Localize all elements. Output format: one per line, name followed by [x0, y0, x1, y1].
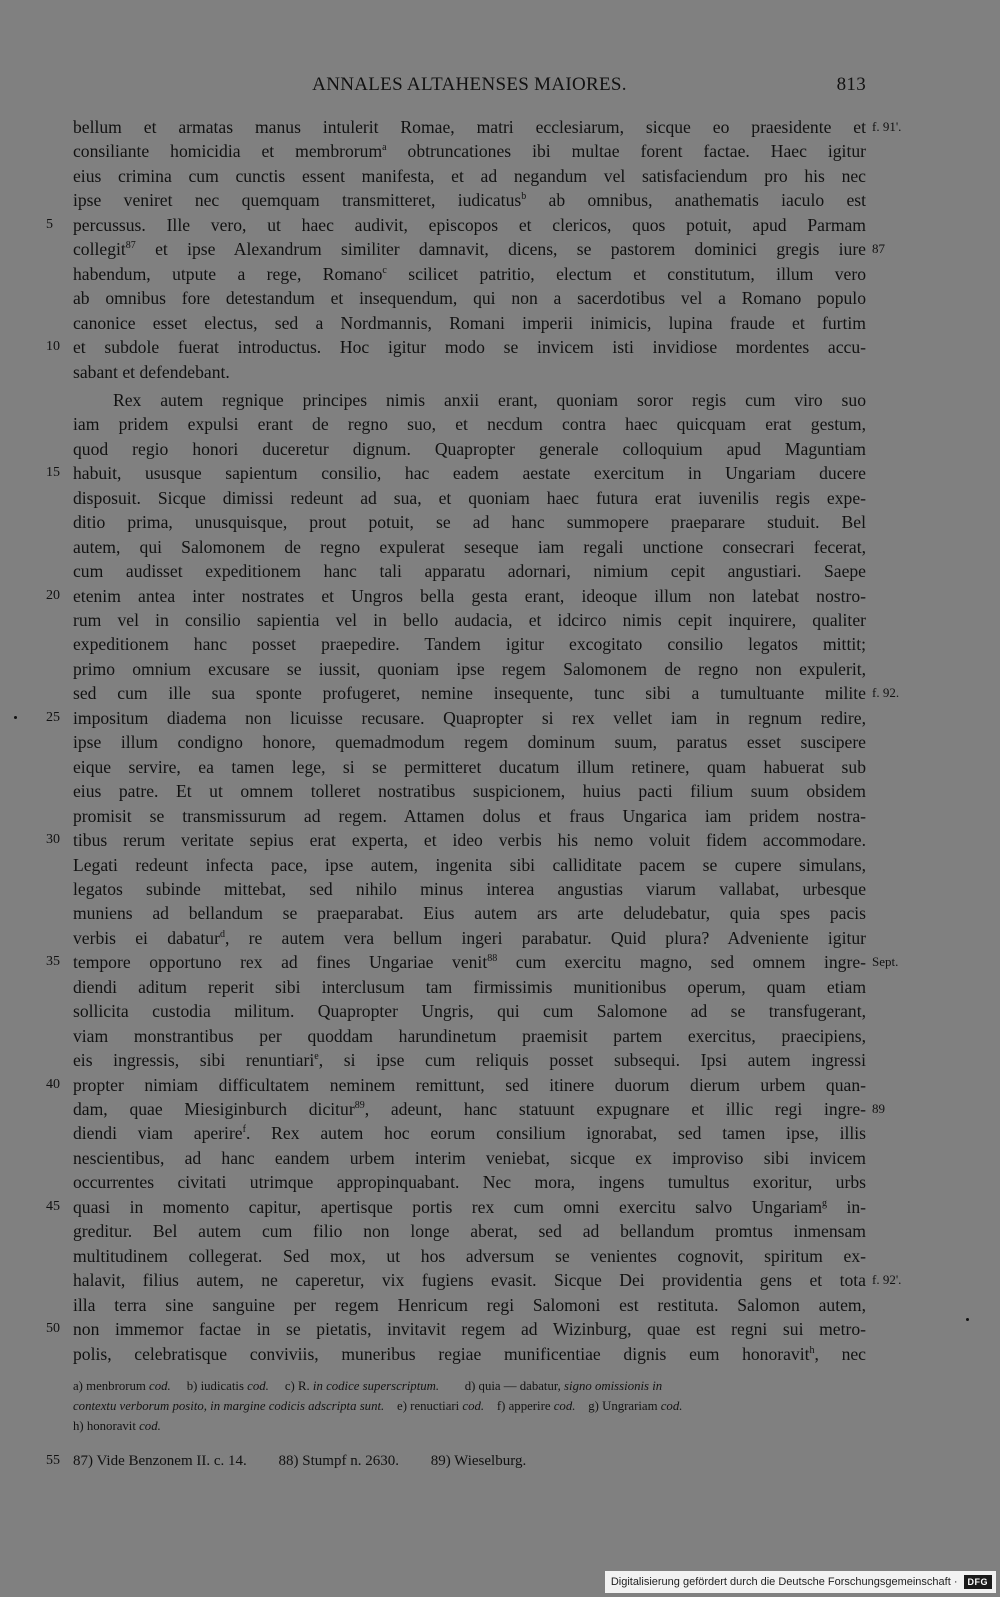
endnote: 88) Stumpf n. 2630. [278, 1453, 399, 1469]
text-line: disposuit. Sicque dimissi redeunt ad sua, et quoniam haec futura erat iuvenilis regis expe- [73, 487, 866, 508]
line-number: 25 [46, 709, 60, 725]
margin-note: f. 92. [872, 685, 900, 701]
text-line: consiliante homicidia et membrorum$^a$ obtruncationes ibi multae forent factae. Haec igitur [73, 141, 866, 162]
text-line: promisit se transmissurum ad regem. Attamen dolus et fraus Ungarica iam pridem nostra- [73, 805, 866, 826]
text-line: collegit$^{87}$ et ipse Alexandrum similiter damnavit, dicens, se pastorem dominici gregis iure [73, 239, 866, 260]
line-number: 45 [46, 1198, 60, 1214]
text-line: sed cum ille sua sponte profugeret, nemine insequente, tunc sibi a tumultuante milite [73, 683, 866, 704]
text-line: habuit, ususque sapientum consilio, hac eadem aestate exercitum in Ungariam ducere [73, 463, 866, 484]
endnotes [73, 1450, 866, 1472]
running-header [73, 74, 866, 102]
text-line: diendi aditum reperit sibi interclusum tam firmissimis munitionibus operum, quam etiam [73, 976, 866, 997]
text-line: tempore opportuno rex ad fines Ungariae venit$^{88}$ cum exercitu magno, sed omnem ingre- [73, 952, 866, 973]
text-line: Rex autem regnique principes nimis anxii erant, quoniam soror regis cum viro suo [113, 389, 866, 410]
text-line: expeditionem hanc posset praepedire. Tandem igitur excogitato consilio legatos mittit; [73, 634, 866, 655]
text-line: bellum et armatas manus intulerit Romae, matri ecclesiarum, sicque eo praesidente et [73, 117, 866, 137]
page-number: 813 [836, 74, 866, 95]
text-line: legatos subinde mittebat, sed nihilo minus interea angustias viarum vallabat, urbesque [73, 878, 866, 899]
footnote-line: h) honoravit cod. [73, 1419, 161, 1433]
text-line: canonice esset electus, sed a Nordmannis, Romani imperii inimicis, lupina fraude et furtim [73, 312, 866, 333]
digitization-credit [605, 1571, 996, 1593]
text-line: non immemor factae in se pietatis, invitavit regem ad Wizinburg, quae est regni sui metro- [73, 1319, 866, 1340]
margin-note: Sept. [872, 954, 899, 970]
text-line: viam monstrantibus per quoddam harundinetum praemisit partem exercitus, praecipiens, [73, 1025, 866, 1046]
line-number: 50 [46, 1321, 60, 1337]
line-number: 5 [46, 216, 53, 232]
endnote: 87) Vide Benzonem II. c. 14. [73, 1453, 247, 1469]
text-line: muniens ad bellandum se praeparabat. Eius autem ars arte deludebatur, quia spes pacis [73, 903, 866, 924]
text-line: ipse veniret nec quemquam transmitteret, iudicatus$^b$ ab omnibus, anathematis iaculo est [73, 190, 866, 211]
text-line: nescientibus, ad hanc eandem urbem interim veniebat, sicque ex improviso sibi invicem [73, 1147, 866, 1168]
line-number: 35 [46, 954, 60, 970]
credit-text: Digitalisierung gefördert durch die Deutsche Forschungsgemeinschaft · [610, 1576, 958, 1588]
text-line: eius crimina cum cunctis essent manifesta, et ad negandum vel satisfaciendum pro his nec [73, 165, 866, 186]
margin-note: f. 91'. [872, 119, 902, 134]
text-line: rum vel in consilio sapientia vel in bello audacia, et idcirco nimis cepit inquirere, qualiter [73, 610, 866, 630]
text-line: sollicita custodia militum. Quapropter Ungris, qui cum Salomone ad se transfugerant, [73, 1001, 866, 1022]
text-line: propter nimiam difficultatem neminem remittunt, sed itinere duorum dierum urbem quan- [73, 1074, 866, 1095]
footnote-line: contextu verborum posito, in margine codicis adscripta sunt. e) renuctiari cod. f) apperire cod. g) Ungrariam cod. [73, 1399, 683, 1413]
text-line: verbis ei dabatur$^d$, re autem vera bellum ingeri parabatur. Quid plura? Adveniente igitur [73, 927, 867, 948]
text-line: quasi in momento capitur, apertisque portis rex cum omni exercitu salvo Ungariam$^g$ in- [73, 1196, 866, 1217]
text-line: ab omnibus fore detestandum et insequendum, qui non a sacerdotibus vel a Romano populo [73, 288, 866, 309]
text-line: polis, celebratisque conviviis, muneribus regiae munificentiae dignis eum honoravit$^h$, nec [73, 1343, 866, 1364]
text-line: occurrentes civitati utrimque appropinquabant. Nec mora, ingens tumultus exoritur, urbs [73, 1172, 866, 1193]
text-line: ipse illum condigno honore, quemadmodum regem dominum suum, paratus esset suscipere [73, 732, 866, 753]
text-line: ditio prima, unusquisque, prout potuit, se ad hanc summopere praeparare studuit. Bel [73, 512, 866, 533]
line-number: 15 [46, 465, 60, 481]
text-line: autem, qui Salomonem de regno expulerat seseque iam regali unctione consecrari fecerat, [73, 536, 866, 557]
text-line: diendi viam aperire$^f$. Rex autem hoc eorum consilium ignorabat, sed tamen ipse, illis [73, 1123, 867, 1144]
text-line: multitudinem collegerat. Sed mox, ut hos adversum se venientes cognovit, spiritum ex- [73, 1245, 866, 1266]
text-line: dam, quae Miesiginburch dicitur$^{89}$, adeunt, hanc statuunt expugnare et illic regi ingre- [73, 1099, 867, 1119]
margin-note: 87 [872, 241, 885, 257]
margin-note: f. 92'. [872, 1272, 902, 1288]
endnote: 89) Wieselburg. [430, 1453, 527, 1469]
line-number: 30 [46, 832, 60, 848]
margin-note: 89 [872, 1101, 885, 1116]
text-line: eique servire, ea tamen lege, si se permitteret ducatum illum retinere, quam habuerat sub [73, 756, 866, 777]
text-line: illa terra sine sanguine per regem Henricum regi Salomoni est restituta. Salomon autem, [73, 1294, 866, 1315]
text-line: quod regio honori duceretur dignum. Quapropter generale colloquium apud Maguntiam [73, 438, 866, 459]
text-line: eis ingressis, sibi renuntiari$^e$, si ipse cum reliquis posset subsequi. Ipsi autem ingressi [73, 1050, 866, 1071]
text-line: cum audisset expeditionem hanc tali apparatu adornari, nimium cepit angustiari. Saepe [73, 561, 866, 582]
text-line: eius patre. Et ut omnem tolleret nostratibus suspicionem, huius pacti filium suum obsidem [73, 781, 866, 802]
text-line: percussus. Ille vero, ut haec audivit, episcopos et clericos, quos potuit, apud Parmam [73, 214, 866, 235]
text-line: sabant et defendebant. [73, 361, 230, 382]
text-line: tibus rerum veritate sepius erat experta, et ideo verbis his nemo voluit fidem accommodare. [73, 830, 866, 851]
dfg-logo: DFG [964, 1575, 993, 1589]
line-number: 40 [46, 1076, 60, 1092]
text-line: halavit, filius autem, ne caperetur, vix fugiens evasit. Sicque Dei providentia gens et tota [73, 1270, 866, 1291]
text-line: impositum diadema non licuisse recusare. Quapropter si rex vellet iam in regnum redire, [73, 707, 866, 728]
text-line: et subdole fuerat introductus. Hoc igitur modo se invicem isti invidiose mordentes accu- [73, 337, 866, 358]
text-line: etenim antea inter nostrates et Ungros bella gesta erant, ideoque illum non latebat nostro- [73, 585, 866, 606]
text-line: Legati redeunt infecta pace, ipse autem, ingenita sibi calliditate pacem se cupere simulans, [73, 854, 866, 875]
text-line: primo omnium excusare se iussit, quoniam ipse regem Salomonem de regno non expulerit, [73, 658, 866, 679]
text-line: greditur. Bel autem cum filio non longe aberat, sed ad bellandum promtus inmensam [73, 1221, 866, 1242]
line-number: 10 [46, 339, 60, 355]
footnote-line: a) menbrorum cod. b) iudicatis cod. c) R. in codice superscriptum. d) quia — dabatur, signo omissionis in [73, 1379, 663, 1393]
running-title: ANNALES ALTAHENSES MAIORES. [312, 74, 627, 95]
text-line: iam pridem expulsi erant de regno suo, et necdum contra haec quicquam erat gestum, [73, 414, 866, 435]
line-number: 20 [46, 587, 60, 603]
scan-speck [14, 716, 17, 719]
scan-speck [966, 1318, 969, 1321]
text-line: habendum, utpute a rege, Romano$^c$ scilicet patritio, electum et constitutum, illum vero [73, 263, 866, 284]
endnotes-line-number: 55 [46, 1453, 60, 1468]
